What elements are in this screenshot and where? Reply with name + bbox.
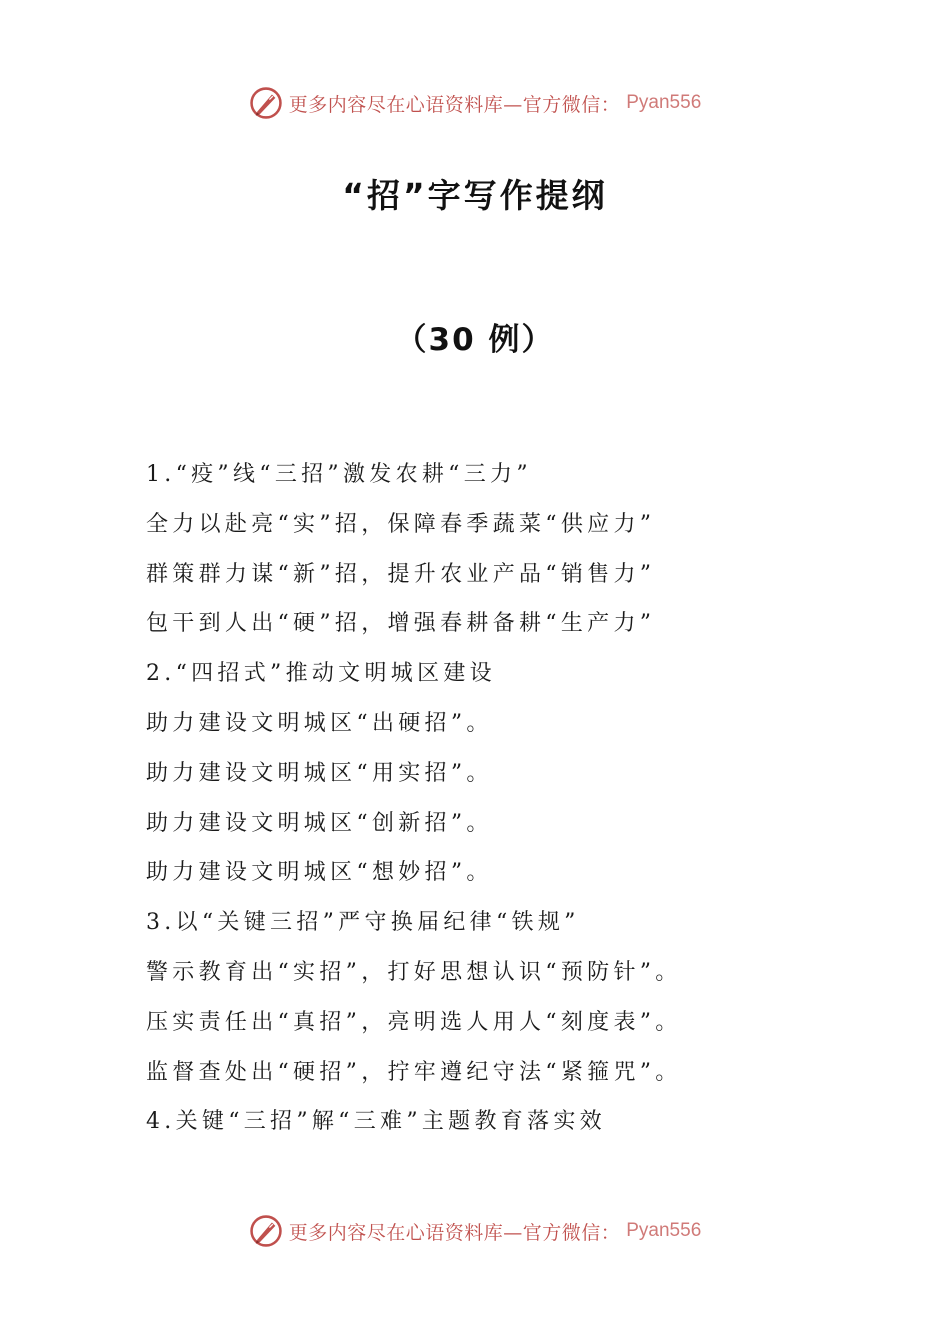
footer-banner-text: 更多内容尽在心语资料库—官方微信：	[288, 1221, 621, 1244]
header-wechat-id: Pyan556	[626, 92, 702, 113]
outline-line: 包干到人出“硬”招，增强春耕备耕“生产力”	[146, 611, 656, 637]
outline-line: 助力建设文明城区“想妙招”。	[146, 860, 493, 886]
outline-line: 群策群力谋“新”招，提升农业产品“销售力”	[146, 561, 656, 587]
outline-heading-2: 2.“四招式”推动文明城区建设	[146, 661, 496, 687]
outline-heading-3: 3.以“关键三招”严守换届纪律“铁规”	[146, 910, 580, 936]
quill-pen-icon	[249, 1214, 283, 1248]
quill-pen-icon	[249, 86, 283, 120]
outline-line: 助力建设文明城区“出硬招”。	[146, 710, 493, 736]
outline-heading-1: 1.“疫”线“三招”激发农耕“三力”	[146, 462, 532, 487]
outline-line: 全力以赴亮“实”招，保障春季蔬菜“供应力”	[146, 511, 656, 537]
outline-heading-4: 4.关键“三招”解“三难”主题教育落实效	[146, 1109, 606, 1135]
outline-line: 警示教育出“实招”，打好思想认识“预防针”。	[146, 959, 682, 985]
outline-line: 监督查处出“硬招”，拧牢遵纪守法“紧箍咒”。	[146, 1059, 682, 1085]
footer-banner	[0, 1211, 950, 1251]
outline-content	[146, 450, 866, 1147]
outline-line: 助力建设文明城区“用实招”。	[146, 760, 493, 786]
outline-line: 压实责任出“真招”，亮明选人用人“刻度表”。	[146, 1009, 682, 1035]
header-banner	[0, 83, 950, 123]
header-banner-text: 更多内容尽在心语资料库—官方微信：	[288, 93, 621, 116]
document-title: “招”字写作提纲	[342, 176, 608, 215]
outline-line: 助力建设文明城区“创新招”。	[146, 810, 493, 836]
document-subtitle: （30 例）	[395, 322, 555, 358]
footer-wechat-id: Pyan556	[626, 1220, 702, 1241]
